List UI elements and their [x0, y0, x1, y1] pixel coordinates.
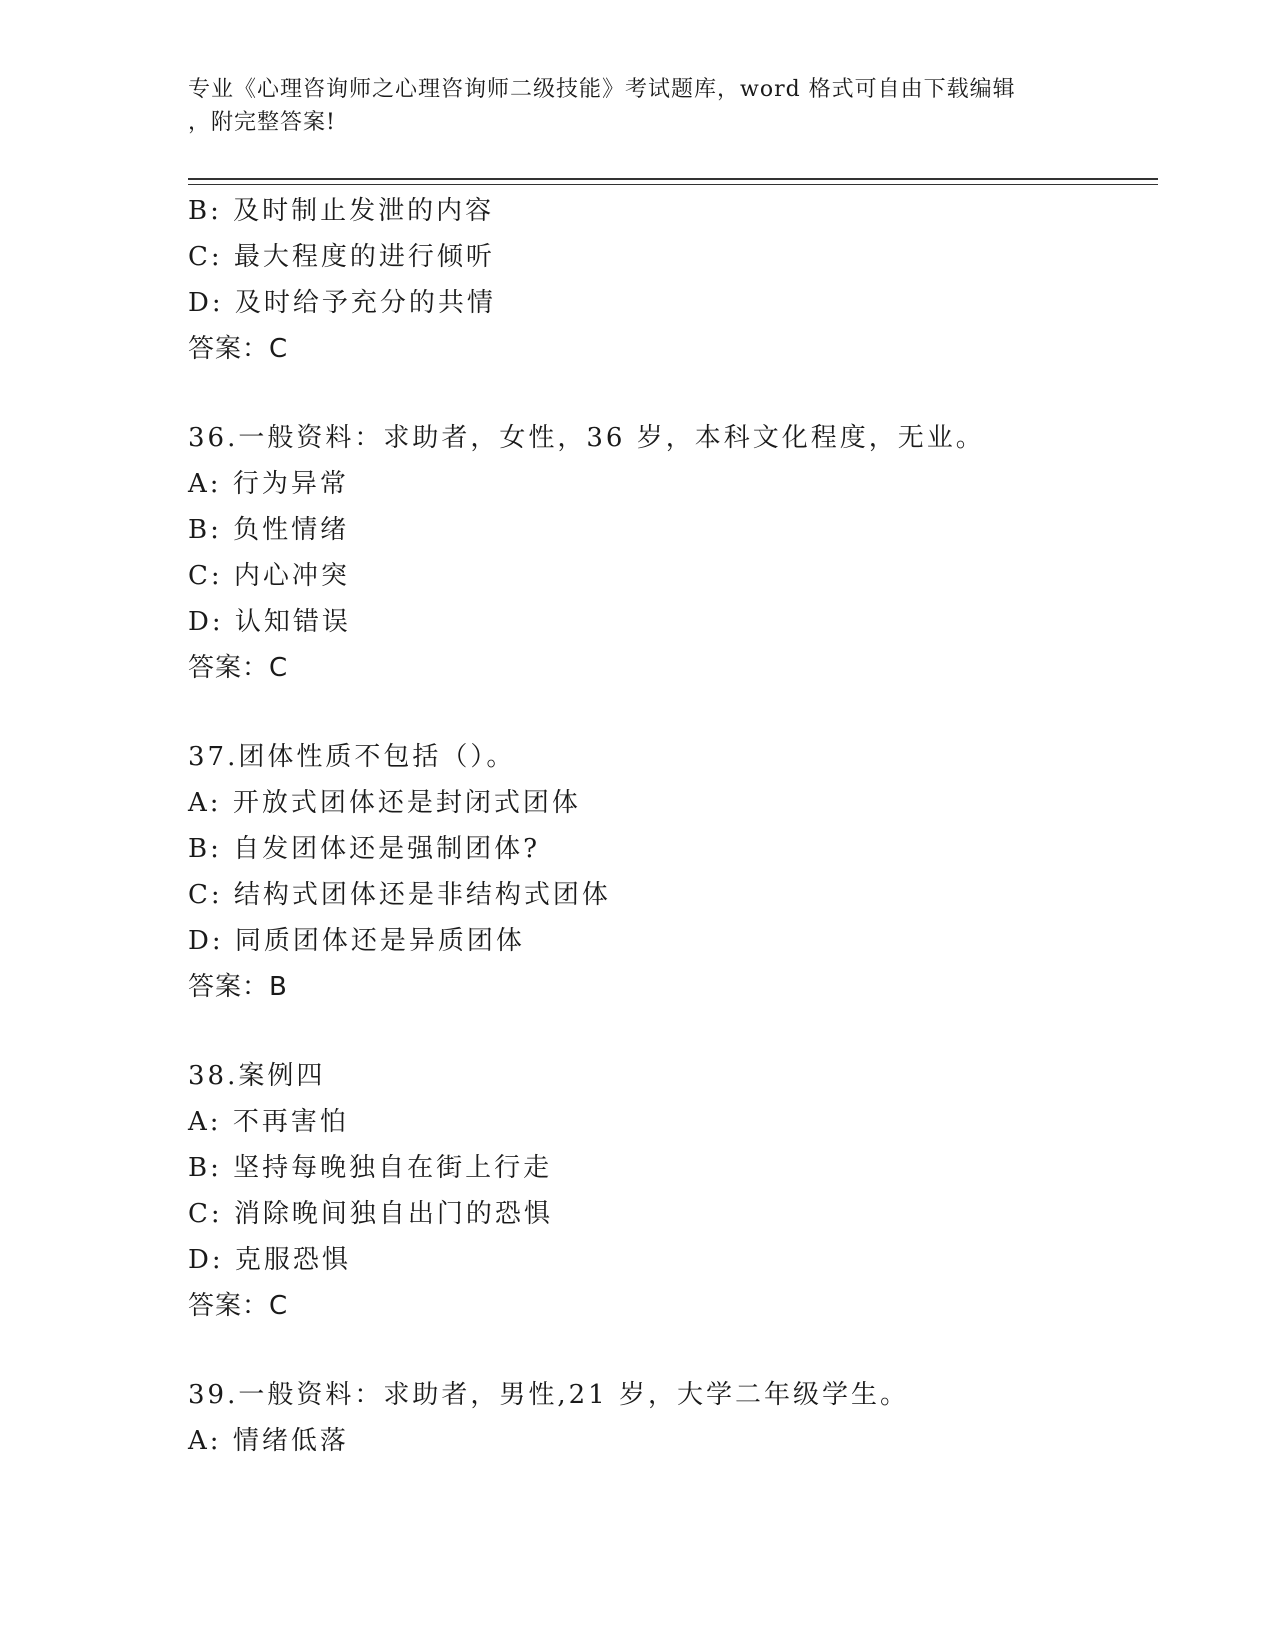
option-b: B: 自发团体还是强制团体? [188, 834, 541, 864]
option-c: C: 结构式团体还是非结构式团体 [188, 880, 611, 910]
header-divider [188, 178, 1158, 185]
option-d: D: 同质团体还是异质团体 [188, 926, 525, 956]
option-a: A: 情绪低落 [188, 1426, 349, 1456]
question-stem: 38.案例四 [188, 1061, 326, 1091]
question-37 [188, 734, 1158, 1010]
question-35-continued [188, 188, 1158, 372]
question-36 [188, 415, 1158, 691]
option-b: B: 负性情绪 [188, 515, 350, 545]
answer-line: 答案：C [188, 653, 289, 683]
question-stem: 37.团体性质不包括（）。 [188, 742, 516, 772]
question-39 [188, 1372, 1158, 1464]
question-stem: 36.一般资料：求助者，女性，36 岁，本科文化程度，无业。 [188, 423, 985, 453]
document-header [188, 73, 1088, 139]
header-line-1: 专业《心理咨询师之心理咨询师二级技能》考试题库，word 格式可自由下载编辑 [188, 77, 1016, 102]
option-c: C: 最大程度的进行倾听 [188, 242, 495, 272]
answer-line: 答案：C [188, 334, 289, 364]
option-a: A: 开放式团体还是封闭式团体 [188, 788, 581, 818]
answer-line: 答案：C [188, 1291, 289, 1321]
option-c: C: 消除晚间独自出门的恐惧 [188, 1199, 553, 1229]
option-c: C: 内心冲突 [188, 561, 350, 591]
option-d: D: 及时给予充分的共情 [188, 288, 496, 318]
header-line-2: ，附完整答案! [188, 110, 336, 135]
option-a: A: 行为异常 [188, 469, 349, 499]
option-b: B: 坚持每晚独自在街上行走 [188, 1153, 553, 1183]
option-d: D: 认知错误 [188, 607, 351, 637]
answer-line: 答案：B [188, 972, 288, 1002]
option-b: B: 及时制止发泄的内容 [188, 196, 495, 226]
question-stem: 39.一般资料：求助者，男性,21 岁，大学二年级学生。 [188, 1380, 909, 1410]
question-list [188, 188, 1158, 1464]
option-d: D: 克服恐惧 [188, 1245, 351, 1275]
question-38 [188, 1053, 1158, 1329]
option-a: A: 不再害怕 [188, 1107, 349, 1137]
